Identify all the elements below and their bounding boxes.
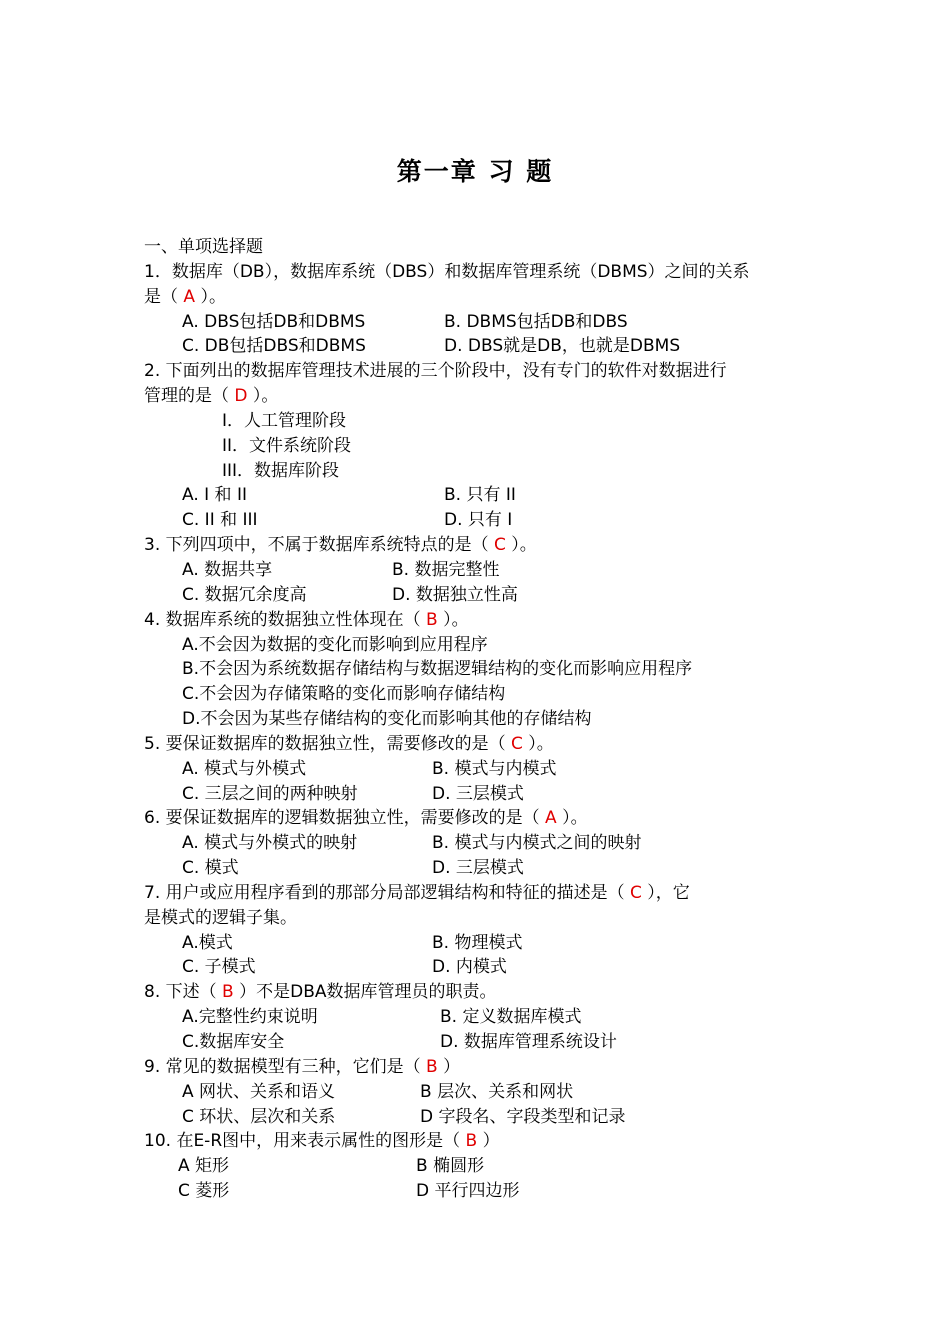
option-b: B. 只有 II [444,485,516,506]
option-b: B.不会因为系统数据存储结构与数据逻辑结构的变化而影响应用程序 [182,659,693,680]
question-9 [144,1055,814,1130]
option-row [144,831,814,856]
option-d: D. DBS就是DB，也就是DBMS [444,336,681,357]
option-b: B. DBMS包括DB和DBS [444,311,628,332]
question-3 [144,533,814,608]
question-stem: 10. 在E-R图中，用来表示属性的图形是（ B ） [144,1131,500,1152]
option-row [144,558,814,583]
answer-mark: C [494,535,506,556]
option-d: D. 数据库管理系统设计 [440,1032,617,1052]
option-row [144,508,814,533]
option-a: A. DBS包括DB和DBMS [182,311,366,332]
question-stem-cont: 是（ A ）。 [144,286,226,307]
option-row [144,782,814,807]
option-b: B. 模式与内模式 [432,758,557,779]
question-stem: 6. 要保证数据库的逻辑数据独立性，需要修改的是（ A ）。 [144,808,588,829]
sub-item: I．人工管理阶段 [222,410,347,431]
option-row [144,955,814,980]
question-stem: 9. 常见的数据模型有三种，它们是（ B ） [144,1056,461,1077]
question-4 [144,608,814,732]
option-b: B. 数据完整性 [392,559,500,580]
option-c: C 菱形 [178,1181,230,1202]
option-a: A. I 和 II [182,485,247,506]
answer-mark: B [465,1131,478,1152]
option-a: A.不会因为数据的变化而影响到应用程序 [182,634,488,655]
option-c: C 环状、层次和关系 [182,1106,336,1127]
answer-mark: B [426,1056,438,1077]
option-row [144,334,814,359]
option-c: C.数据库安全 [182,1032,285,1052]
question-6 [144,806,814,881]
option-row [144,1179,814,1204]
question-stem: 4. 数据库系统的数据独立性体现在（ B ）。 [144,609,469,630]
answer-mark: A [545,808,557,829]
question-stem-cont: 管理的是（ D ）。 [144,386,279,407]
option-row [144,1080,814,1105]
option-a: A. 模式与外模式的映射 [182,833,358,854]
option-d: D. 三层模式 [432,858,524,879]
option-c: C. 模式 [182,858,239,879]
option-b: B 椭圆形 [416,1156,485,1177]
option-row [144,1105,814,1130]
option-c: C. DB包括DBS和DBMS [182,336,366,357]
question-stem: 3. 下列四项中，不属于数据库系统特点的是（ C ）。 [144,535,537,556]
option-d: D. 数据独立性高 [392,584,518,605]
option-d: D. 三层模式 [432,783,524,804]
answer-mark: A [183,286,196,307]
option-c: C. II 和 III [182,510,258,531]
option-a: A 矩形 [178,1156,230,1177]
option-row [144,1030,814,1055]
question-7 [144,881,814,980]
sub-item: II．文件系统阶段 [222,435,352,456]
option-d: D.不会因为某些存储结构的变化而影响其他的存储结构 [182,709,592,730]
option-b: B. 物理模式 [432,932,523,953]
page-title: 第一章 习 题 [396,157,554,186]
option-a: A. 数据共享 [182,559,273,580]
sub-item: III．数据库阶段 [222,460,340,481]
option-c: C. 子模式 [182,957,256,978]
option-row [144,931,814,956]
question-1 [144,260,814,359]
question-8 [144,980,814,1055]
answer-mark: C [630,882,642,903]
option-a: A 网状、关系和语义 [182,1081,336,1102]
question-stem: 8. 下述（ B ）不是DBA数据库管理员的职责。 [144,982,497,1003]
option-c: C. 三层之间的两种映射 [182,783,358,804]
option-d: D. 内模式 [432,957,507,978]
question-stem-cont: 是模式的逻辑子集。 [144,907,297,928]
option-row [144,583,814,608]
option-c: C.不会因为存储策略的变化而影响存储结构 [182,684,506,705]
question-stem: 2. 下面列出的数据库管理技术进展的三个阶段中，没有专门的软件对数据进行 [144,361,727,382]
section-heading: 一、单项选择题 [144,237,263,257]
answer-mark: D [234,386,248,407]
option-b: B 层次、关系和网状 [420,1081,574,1102]
question-stem: 5. 要保证数据库的数据独立性，需要修改的是（ C ）。 [144,733,554,754]
option-a: A.模式 [182,932,233,953]
option-d: D 字段名、字段类型和记录 [420,1106,626,1127]
option-a: A. 模式与外模式 [182,758,307,779]
option-c: C. 数据冗余度高 [182,584,307,605]
option-row [144,757,814,782]
option-row [144,1005,814,1030]
option-row [144,310,814,335]
question-2 [144,359,814,533]
option-d: D 平行四边形 [416,1181,520,1202]
option-row [144,1154,814,1179]
question-stem: 7. 用户或应用程序看到的那部分局部逻辑结构和特征的描述是（ C ），它 [144,882,690,903]
option-b: B. 模式与内模式之间的映射 [432,833,642,854]
answer-mark: B [426,609,438,630]
question-10 [144,1129,814,1204]
question-stem: 1．数据库（DB），数据库系统（DBS）和数据库管理系统（DBMS）之间的关系 [144,261,750,282]
question-list [144,235,814,1204]
answer-mark: B [222,982,234,1003]
option-row [144,856,814,881]
option-d: D. 只有 I [444,510,513,531]
option-a: A.完整性约束说明 [182,1007,318,1028]
option-row [144,483,814,508]
answer-mark: C [511,733,523,754]
question-5 [144,732,814,807]
option-b: B. 定义数据库模式 [440,1007,582,1028]
